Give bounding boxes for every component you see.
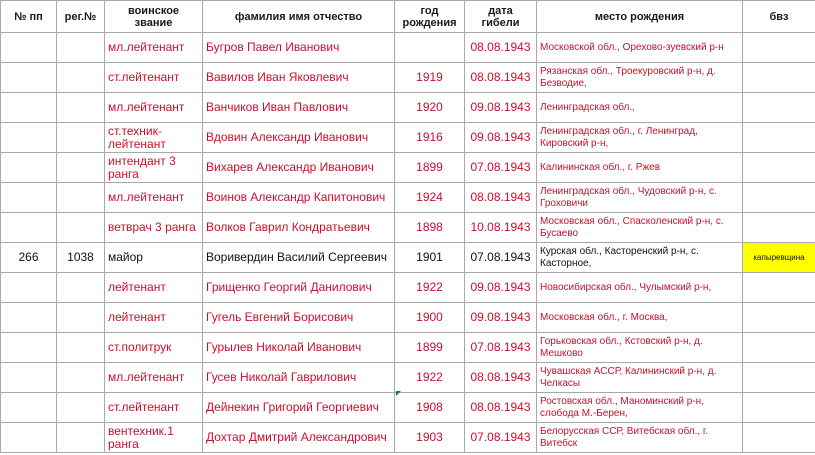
header-birth-year[interactable]: год рождения: [395, 1, 465, 33]
header-birth-place[interactable]: место рождения: [537, 1, 743, 33]
cell-name[interactable]: Дейнекин Григорий Георгиевич: [203, 393, 395, 423]
cell-birth-place[interactable]: Белорусская ССР, Витебская обл., г. Витебск: [537, 423, 743, 453]
table-row: [1, 363, 815, 393]
cell-birth-year[interactable]: 1924: [395, 183, 465, 213]
table-row: [1, 33, 815, 63]
cell-death-date[interactable]: 09.08.1943: [465, 303, 537, 333]
table-row: [1, 333, 815, 363]
cell-reg[interactable]: 1038: [57, 243, 105, 273]
cell-birth-year[interactable]: 1919: [395, 63, 465, 93]
cell-rank[interactable]: лейтенант: [105, 273, 203, 303]
table-row: [1, 273, 815, 303]
cell-rank[interactable]: лейтенант: [105, 303, 203, 333]
cell-death-date[interactable]: 09.08.1943: [465, 273, 537, 303]
cell-bvz[interactable]: [743, 123, 815, 153]
cell-reg[interactable]: [57, 93, 105, 123]
cell-reg[interactable]: [57, 153, 105, 183]
cell-rank[interactable]: мл.лейтенант: [105, 93, 203, 123]
header-name[interactable]: фамилия имя отчество: [203, 1, 395, 33]
cell-name[interactable]: Воинов Александр Капитонович: [203, 183, 395, 213]
cell-name[interactable]: Гурылев Николай Иванович: [203, 333, 395, 363]
cell-num[interactable]: [1, 33, 57, 63]
cell-death-date[interactable]: 07.08.1943: [465, 153, 537, 183]
cell-reg[interactable]: [57, 63, 105, 93]
cell-num[interactable]: [1, 363, 57, 393]
cell-name[interactable]: Гусев Николай Гаврилович: [203, 363, 395, 393]
cell-death-date[interactable]: 08.08.1943: [465, 183, 537, 213]
cell-birth-year[interactable]: 1901: [395, 243, 465, 273]
cell-reg[interactable]: [57, 33, 105, 63]
cell-bvz[interactable]: [743, 33, 815, 63]
cell-rank[interactable]: ст.политрук: [105, 333, 203, 363]
cell-birth-year[interactable]: 1898: [395, 213, 465, 243]
cell-bvz[interactable]: [743, 333, 815, 363]
cell-rank[interactable]: интендант 3 ранга: [105, 153, 203, 183]
cell-rank[interactable]: мл.лейтенант: [105, 363, 203, 393]
cell-reg[interactable]: [57, 123, 105, 153]
cell-birth-place[interactable]: Новосибирская обл., Чулымский р-н,: [537, 273, 743, 303]
cell-birth-place[interactable]: Горьковская обл., Кстовский р-н, д. Мешково: [537, 333, 743, 363]
cell-name[interactable]: Бугров Павел Иванович: [203, 33, 395, 63]
cell-birth-place[interactable]: Ленинградская обл., г. Ленинград, Кировский р-н,: [537, 123, 743, 153]
cell-reg[interactable]: [57, 423, 105, 453]
cell-birth-year[interactable]: 1922: [395, 273, 465, 303]
cell-birth-place[interactable]: Ленинградская обл.,: [537, 93, 743, 123]
cell-num[interactable]: 266: [1, 243, 57, 273]
cell-num[interactable]: [1, 393, 57, 423]
cell-num[interactable]: [1, 303, 57, 333]
cell-num[interactable]: [1, 423, 57, 453]
cell-birth-place[interactable]: Рязанская обл., Троекуровский р-н, д. Безводие,: [537, 63, 743, 93]
cell-bvz[interactable]: [743, 153, 815, 183]
cell-bvz[interactable]: [743, 423, 815, 453]
cell-reg[interactable]: [57, 393, 105, 423]
cell-name[interactable]: Вихарев Александр Иванович: [203, 153, 395, 183]
cell-num[interactable]: [1, 273, 57, 303]
cell-death-date[interactable]: 09.08.1943: [465, 123, 537, 153]
table-row: [1, 423, 815, 453]
cell-birth-place[interactable]: Московская обл., Спасколенский р-н, с. Бусаево: [537, 213, 743, 243]
header-reg[interactable]: рег.№: [57, 1, 105, 33]
cell-death-date[interactable]: 07.08.1943: [465, 243, 537, 273]
cell-reg[interactable]: [57, 213, 105, 243]
cell-bvz[interactable]: [743, 93, 815, 123]
cell-rank[interactable]: ст.лейтенант: [105, 63, 203, 93]
cell-birth-place[interactable]: Московской обл., Орехово-зуевский р-н: [537, 33, 743, 63]
cell-bvz[interactable]: [743, 63, 815, 93]
cell-name[interactable]: Вдовин Александр Иванович: [203, 123, 395, 153]
cell-num[interactable]: [1, 333, 57, 363]
cell-name[interactable]: Гугель Евгений Борисович: [203, 303, 395, 333]
cell-birth-year[interactable]: 1903: [395, 423, 465, 453]
cell-num[interactable]: [1, 123, 57, 153]
cell-birth-place[interactable]: Курская обл., Касторенский р-н, с. Касторное,: [537, 243, 743, 273]
cell-birth-year[interactable]: 1920: [395, 93, 465, 123]
table-row: [1, 393, 815, 423]
header-num[interactable]: № пп: [1, 1, 57, 33]
table-row: [1, 123, 815, 153]
cell-birth-place[interactable]: Калининская обл., г. Ржев: [537, 153, 743, 183]
cell-birth-year[interactable]: 1899: [395, 333, 465, 363]
cell-death-date[interactable]: 08.08.1943: [465, 63, 537, 93]
cell-birth-year[interactable]: [395, 33, 465, 63]
cell-bvz[interactable]: [743, 303, 815, 333]
cell-bvz[interactable]: [743, 363, 815, 393]
header-bvz[interactable]: бвз: [743, 1, 815, 33]
cell-birth-place[interactable]: Чувашская АССР, Калининский р-н, д. Челкасы: [537, 363, 743, 393]
cell-rank[interactable]: ст.техник-лейтенант: [105, 123, 203, 153]
cell-birth-place[interactable]: Ростовская обл., Маноминский р-н, слобода М.-Берен,: [537, 393, 743, 423]
cell-rank[interactable]: мл.лейтенант: [105, 183, 203, 213]
cell-death-date[interactable]: 08.08.1943: [465, 393, 537, 423]
cell-name[interactable]: Вавилов Иван Яковлевич: [203, 63, 395, 93]
cell-name[interactable]: Воривердин Василий Сергеевич: [203, 243, 395, 273]
comment-indicator-icon: [396, 391, 401, 396]
table-row: [1, 63, 815, 93]
table-row: [1, 303, 815, 333]
cell-num[interactable]: [1, 213, 57, 243]
cell-bvz[interactable]: [743, 213, 815, 243]
cell-num[interactable]: [1, 63, 57, 93]
cell-rank[interactable]: вентехник.1 ранга: [105, 423, 203, 453]
cell-name[interactable]: Ванчиков Иван Павлович: [203, 93, 395, 123]
table-row: [1, 213, 815, 243]
cell-reg[interactable]: [57, 273, 105, 303]
header-death-date[interactable]: дата гибели: [465, 1, 537, 33]
cell-num[interactable]: [1, 183, 57, 213]
cell-num[interactable]: [1, 93, 57, 123]
cell-birth-year[interactable]: 1908: [395, 393, 465, 423]
cell-name[interactable]: Грищенко Георгий Данилович: [203, 273, 395, 303]
cell-bvz[interactable]: капыревщина: [743, 243, 815, 273]
cell-death-date[interactable]: 08.08.1943: [465, 363, 537, 393]
cell-bvz[interactable]: [743, 393, 815, 423]
cell-death-date[interactable]: 07.08.1943: [465, 333, 537, 363]
cell-birth-year[interactable]: 1899: [395, 153, 465, 183]
cell-bvz[interactable]: [743, 273, 815, 303]
cell-reg[interactable]: [57, 363, 105, 393]
cell-rank[interactable]: мл.лейтенант: [105, 33, 203, 63]
table-row: [1, 153, 815, 183]
cell-rank[interactable]: майор: [105, 243, 203, 273]
table-row: [1, 93, 815, 123]
cell-reg[interactable]: [57, 333, 105, 363]
cell-death-date[interactable]: 10.08.1943: [465, 213, 537, 243]
cell-birth-year[interactable]: 1900: [395, 303, 465, 333]
cell-rank[interactable]: ветврач 3 ранга: [105, 213, 203, 243]
cell-death-date[interactable]: 08.08.1943: [465, 33, 537, 63]
cell-reg[interactable]: [57, 303, 105, 333]
header-rank[interactable]: воинское звание: [105, 1, 203, 33]
cell-name[interactable]: Волков Гаврил Кондратьевич: [203, 213, 395, 243]
cell-birth-place[interactable]: Ленинградская обл., Чудовский р-н, с. Гроховичи: [537, 183, 743, 213]
header-row: [1, 1, 815, 33]
cell-num[interactable]: [1, 153, 57, 183]
table-row: [1, 243, 815, 273]
cell-birth-place[interactable]: Московская обл., г. Москва,: [537, 303, 743, 333]
cell-reg[interactable]: [57, 183, 105, 213]
cell-name[interactable]: Дохтар Дмитрий Александрович: [203, 423, 395, 453]
cell-death-date[interactable]: 09.08.1943: [465, 93, 537, 123]
table-row: [1, 183, 815, 213]
cell-birth-year[interactable]: 1922: [395, 363, 465, 393]
cell-death-date[interactable]: 07.08.1943: [465, 423, 537, 453]
cell-rank[interactable]: ст.лейтенант: [105, 393, 203, 423]
cell-bvz[interactable]: [743, 183, 815, 213]
cell-birth-year[interactable]: 1916: [395, 123, 465, 153]
